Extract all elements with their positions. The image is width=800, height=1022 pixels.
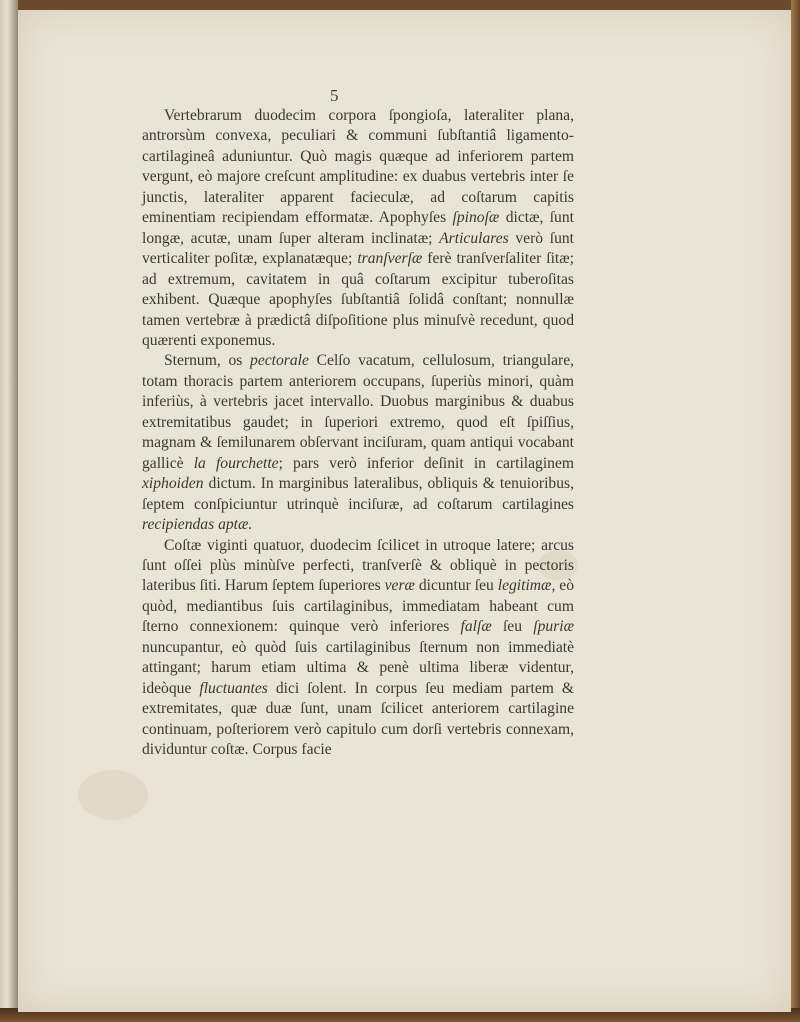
italic-term: ſpinoſæ xyxy=(452,209,500,227)
text-run: Vertebrarum duodecim corpora ſpongioſa, lateraliter plana, antrorsùm convexa, peculiari & communi ſubſtantiâ ligamento-cartilagineâ aduniuntur. Quò magis quæque ad inferiorem partem vergunt, eò majore creſcunt amplitudine: ex duabus vertebris inter ſe junctis, lateraliter apparent facieculæ, ad coſtarum capitis eminentiam recipiendam efformatæ. Apophyſes xyxy=(142,107,574,227)
text-run: nuncupantur, eò quòd ſuis cartilaginibus ſternum non immediatè attingant; harum etiam ultima & penè ultima liberæ videntur, ideòque xyxy=(142,638,574,697)
text-run: , eò quòd, mediantibus ſuis cartilaginibus, immediatam habeant cum ſterno connexionem: quinque verò inferiores xyxy=(142,577,574,636)
paper-stain xyxy=(78,770,148,820)
text-run: dictæ, ſunt longæ, acutæ, unam ſuper alteram inclinatæ; xyxy=(142,209,574,247)
text-run: Coſtæ viginti quatuor, duodecim ſcilicet in utroque latere; arcus ſunt oſſei plùs minùſve perfecti, tranſverſè & obliquè in pectoris lateribus ſiti. Harum ſeptem ſuperiores xyxy=(142,536,574,595)
text-run: dicuntur ſeu xyxy=(414,577,498,595)
italic-term: xiphoiden xyxy=(142,475,204,493)
italic-term: recipiendas aptæ. xyxy=(142,516,253,534)
italic-term: pectorale xyxy=(250,352,309,370)
text-run: verò ſunt verticaliter poſitæ, explanatæque; xyxy=(142,229,575,268)
italic-term: ſpuriæ xyxy=(533,618,574,636)
text-run: dictum. In marginibus lateralibus, obliquis & tenuioribus, ſeptem conſpiciuntur utrinquè inciſuræ, ad coſtarum cartilagines xyxy=(142,475,574,513)
text-run: Sternum, os xyxy=(164,352,251,370)
italic-term: veræ xyxy=(384,577,415,595)
text-run: ſeu xyxy=(491,618,534,636)
paragraph xyxy=(142,106,574,351)
text-run: Celſo vacatum, cellulosum, triangulare, totam thoracis partem anteriorem occupans, ſuperiùs minori, quàm inferiùs, à vertebris jacet intervallo. Duobus marginibus & duabus extremitatibus gaudet; in ſuperiori extremo, quod eſt ſpiſſius, magnam & ſemilunarem obſervant inciſuram, quam antiqui vocabant gallicè xyxy=(142,352,575,472)
text-run: ferè tranſverſaliter ſitæ; ad extremum, cavitatem in quâ coſtarum excipitur tuberoſitas exhibent. Quæque apophyſes ſubſtantiâ ſolidâ conſtant; nonnullæ tamen vertebræ à prædictâ diſpoſitione plus minuſvè recedunt, quod quærenti exponemus. xyxy=(142,250,574,349)
italic-term: la fourchette xyxy=(193,454,279,472)
paragraph xyxy=(142,351,574,535)
book-spine xyxy=(0,0,18,1022)
page-number: 5 xyxy=(330,86,339,105)
italic-term: legitimæ xyxy=(497,577,552,595)
italic-term: Articulares xyxy=(439,229,509,247)
italic-term: falſæ xyxy=(460,618,492,636)
italic-term: fluctuantes xyxy=(199,679,268,697)
paragraph xyxy=(142,536,574,761)
body-text xyxy=(142,106,574,761)
italic-term: tranſverſæ xyxy=(357,250,423,268)
text-run: ; pars verò inferior deſinit in cartilaginem xyxy=(278,454,575,472)
text-run: dici ſolent. In corpus ſeu mediam partem & extremitates, quæ duæ ſunt, unam ſcilicet anteriorem cartilagine continuam, poſteriorem verò capitulo cum dorſi vertebris connexam, dividuntur coſtæ. Corpus facie xyxy=(142,679,575,759)
page-edge-right xyxy=(791,0,800,1022)
